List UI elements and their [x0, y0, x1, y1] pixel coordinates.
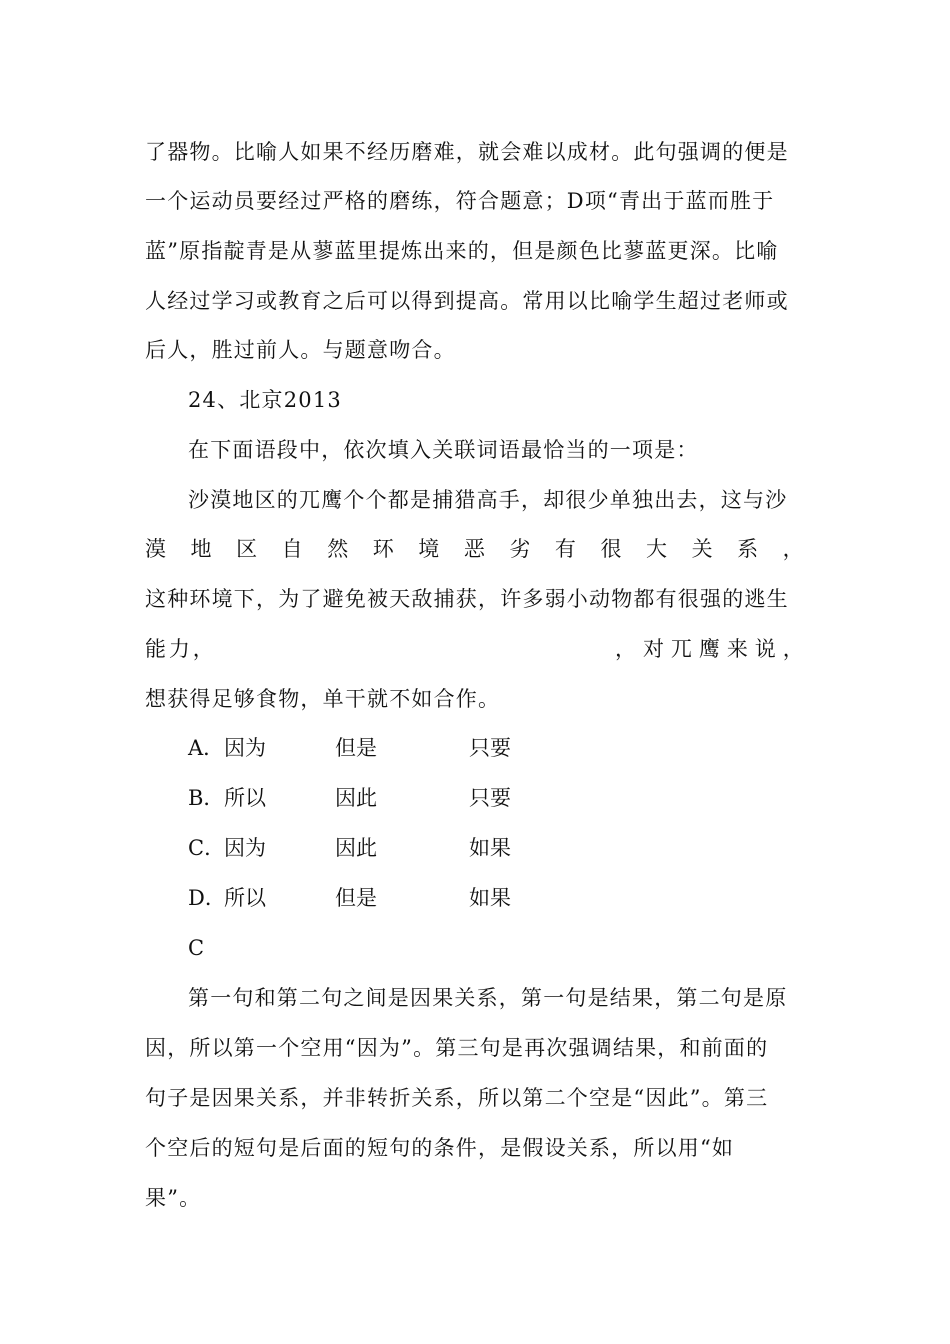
passage-char: ， [192, 637, 215, 661]
passage-char: 说 [754, 637, 777, 661]
question-prompt: 在下面语段中，依次填入关联词语最恰当的一项是： [188, 438, 699, 462]
option-letter: B． [188, 786, 225, 810]
option-word-2: 因此 [335, 786, 377, 810]
answer: C [188, 936, 206, 960]
passage-char: 对 [642, 637, 666, 661]
explanation-line: 果”。 [145, 1186, 202, 1210]
passage-line: 这种环境下，为了避免被天敌捕获，许多弱小动物都有很强的逃生 [145, 587, 789, 611]
option-word-2: 但是 [335, 886, 377, 910]
passage-char: 自 [281, 537, 304, 561]
option-word-1: 所以 [224, 786, 266, 810]
option-word-3: 如果 [469, 836, 511, 860]
passage-char: ， [615, 637, 638, 661]
explanation-line: 第一句和第二句之间是因果关系，第一句是结果，第二句是原 [188, 986, 788, 1010]
passage-char: 大 [646, 537, 669, 561]
passage-line-left [145, 634, 215, 664]
passage-char: 系 [737, 537, 760, 561]
passage-char: 能 [145, 637, 168, 661]
passage-char: ， [782, 637, 805, 661]
explanation-line: 句子是因果关系，并非转折关系，所以第二个空是“因此”。第三 [145, 1086, 769, 1110]
option-word-2: 但是 [335, 736, 377, 760]
passage-line-spread [145, 534, 805, 564]
paragraph-line: 了器物。比喻人如果不经历磨难，就会难以成材。此句强调的便是 [145, 140, 789, 164]
passage-char: 区 [236, 537, 259, 561]
passage-line: 想获得足够食物，单干就不如合作。 [145, 687, 501, 711]
passage-char: 有 [554, 537, 578, 561]
option-word-1: 因为 [224, 736, 266, 760]
passage-line: 沙漠地区的兀鹰个个都是捕猎高手，却很少单独出去，这与沙 [188, 488, 788, 512]
passage-char: 境 [418, 537, 441, 561]
paragraph-line: 蓝”原指靛青是从蓼蓝里提炼出来的，但是颜色比蓼蓝更深。比喻 [145, 239, 779, 263]
passage-char: 地 [190, 537, 213, 561]
passage-char: 漠 [145, 537, 168, 561]
option-letter: D． [188, 886, 226, 910]
passage-char: 关 [691, 537, 714, 561]
passage-char: ， [782, 537, 805, 561]
passage-line-right [615, 634, 805, 664]
explanation-line: 个空后的短句是后面的短句的条件，是假设关系，所以用“如 [145, 1136, 735, 1160]
option-letter: A． [188, 736, 225, 760]
option-word-2: 因此 [335, 836, 377, 860]
passage-char: 恶 [463, 537, 487, 561]
passage-char: 劣 [509, 537, 532, 561]
passage-char: 然 [327, 537, 350, 561]
paragraph-line: 人经过学习或教育之后可以得到提高。常用以比喻学生超过老师或 [145, 289, 789, 313]
passage-char: 很 [600, 537, 623, 561]
passage-char: 环 [372, 537, 395, 561]
option-word-1: 所以 [224, 886, 266, 910]
option-word-3: 只要 [469, 786, 511, 810]
option-word-1: 因为 [224, 836, 266, 860]
option-letter: C． [188, 836, 226, 860]
passage-char: 力 [168, 637, 192, 661]
question-number: 24、北京2013 [188, 388, 342, 412]
explanation-line: 因，所以第一个空用“因为”。第三句是再次强调结果，和前面的 [145, 1036, 769, 1060]
passage-char: 来 [726, 637, 750, 661]
option-word-3: 如果 [469, 886, 511, 910]
passage-char: 鹰 [698, 637, 722, 661]
paragraph-line: 后人，胜过前人。与题意吻合。 [145, 338, 456, 362]
paragraph-line: 一个运动员要经过严格的磨练，符合题意；D项“青出于蓝而胜于 [145, 189, 775, 213]
option-word-3: 只要 [469, 736, 511, 760]
passage-char: 兀 [670, 637, 694, 661]
